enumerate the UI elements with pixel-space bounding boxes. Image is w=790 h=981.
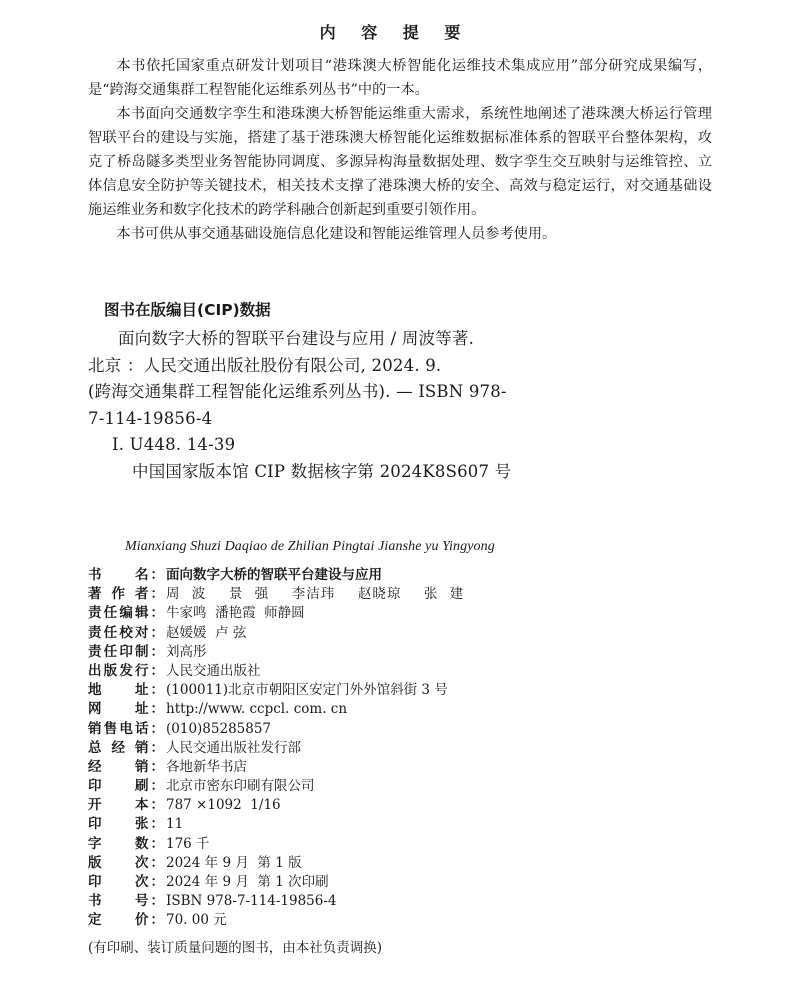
cip-line: (跨海交通集群工程智能化运维系列丛书). — ISBN 978- — [88, 382, 507, 401]
pub-info-label-char: 行 — [134, 662, 149, 679]
pub-info-row — [88, 835, 688, 854]
pub-info-label-char: 对 — [134, 624, 149, 641]
pub-info-label-char: 价 — [135, 912, 149, 929]
pub-info-row — [88, 624, 688, 643]
pub-info-colon: ： — [150, 739, 164, 756]
summary-paragraph: 本书面向交通数字孪生和港珠澳大桥智能运维重大需求，系统性地阐述了港珠澳大桥运行管理智联平台的建设与实施，搭建了基于港珠澳大桥智能化运维数据标准体系的智联平台整体架构，攻克了桥岛隧多类型业务智能协同调度、多源异构海量数据处理、数字孪生交互映射与运维管控、立体信息安全防护等关键技术，相关技术支撑了港珠澳大桥的安全、高效与稳定运行，对交通基础设施运维业务和数字化技术的跨学科融合创新起到重要引领作用。 — [88, 106, 712, 218]
pub-info-value: 北京市密东印刷有限公司 — [166, 778, 315, 795]
pub-info-label-char: 辑 — [134, 605, 149, 622]
pub-info-label-char: 版 — [88, 854, 102, 871]
pub-info-label — [88, 854, 164, 873]
pub-info-value: 牛家鸣 潘艳霞 师静圆 — [166, 605, 305, 622]
pub-info-value: 70. 00 元 — [166, 912, 227, 929]
pub-info-value: 各地新华书店 — [166, 758, 247, 775]
pub-info-label-char: 张 — [135, 816, 149, 833]
pub-info-value: 787 ×1092 1/16 — [166, 797, 281, 814]
pub-info-colon: ： — [150, 662, 164, 679]
pub-info-label-char: 字 — [88, 835, 102, 852]
pub-info-label-char: 号 — [135, 893, 149, 910]
pub-info-label-char: 次 — [135, 854, 149, 871]
pub-info-label — [88, 681, 164, 700]
pub-info-label — [88, 892, 164, 911]
pub-info-row — [88, 643, 688, 662]
cip-line: 北京 ：人民交通出版社股份有限公司, 2024. 9. — [88, 355, 442, 375]
pub-info-row — [88, 873, 688, 892]
pub-info-label-char: 经 — [111, 739, 125, 756]
pub-info-row — [88, 777, 688, 796]
pub-info-row — [88, 604, 688, 623]
pub-info-label — [88, 624, 164, 643]
pub-info-label — [88, 700, 164, 719]
pub-info-value: 面向数字大桥的智联平台建设与应用 — [166, 567, 382, 583]
cip-line: 面向数字大桥的智联平台建设与应用 / 周波等著. — [118, 329, 475, 348]
pub-info-label — [88, 873, 164, 892]
pub-info-row — [88, 796, 688, 815]
cip-block — [88, 326, 548, 485]
pub-info-value: 人民交通出版社发行部 — [166, 739, 301, 756]
pub-info-colon: ： — [150, 605, 164, 622]
pub-info-row — [88, 662, 688, 681]
pub-info-row — [88, 681, 688, 700]
footer-note: (有印刷、装订质量问题的图书，由本社负责调换) — [88, 940, 383, 956]
pub-info-label — [88, 758, 164, 777]
pub-info-value: (010)85285857 — [166, 720, 272, 737]
pub-info-row — [88, 739, 688, 758]
pub-info-row — [88, 854, 688, 873]
pub-info-value: (100011)北京市朝阳区安定门外外馆斜街 3 号 — [166, 682, 448, 699]
pub-info-colon: ： — [150, 586, 164, 603]
pub-info-label-char: 责 — [88, 643, 102, 660]
pub-info-label — [88, 815, 164, 834]
pub-info-colon: ： — [150, 701, 164, 718]
pub-info-label-char: 校 — [119, 624, 133, 641]
pub-info-row — [88, 892, 688, 911]
pub-info-label-char: 编 — [119, 605, 133, 622]
pub-info-label-char: 销 — [135, 739, 149, 756]
pub-info-label — [88, 566, 164, 585]
pub-info-label-char: 任 — [103, 624, 118, 641]
pub-info-colon: ： — [150, 720, 164, 737]
pub-info-label-char: 出 — [88, 662, 102, 679]
pub-info-colon: ： — [150, 816, 164, 833]
pub-info-label-char: 著 — [88, 586, 102, 603]
pub-info-label-char: 话 — [134, 720, 149, 737]
pub-info-value: http://www. ccpcl. com. cn — [166, 701, 348, 718]
summary-body — [88, 54, 712, 246]
pub-info-row — [88, 700, 688, 719]
pub-info-label-char: 书 — [88, 893, 102, 910]
cip-line: 中国国家版本馆 CIP 数据核字第 2024K8S607 号 — [132, 461, 512, 481]
pub-info-label-char: 印 — [119, 643, 133, 660]
pub-info-label — [88, 585, 164, 604]
pub-info-value: 2024 年 9 月 第 1 版 — [166, 854, 302, 871]
cip-line: Ⅰ. U448. 14-39 — [112, 435, 236, 454]
pub-info-label-char: 责 — [88, 624, 102, 641]
pub-info-colon: ： — [150, 682, 164, 699]
pub-info-label — [88, 739, 164, 758]
pub-info-label-char: 经 — [88, 758, 102, 775]
pub-info-label-char: 网 — [88, 701, 102, 718]
cip-title: 图书在版编目(CIP)数据 — [104, 301, 271, 319]
pub-info-value: 2024 年 9 月 第 1 次印刷 — [166, 874, 329, 890]
pub-info-label-char: 印 — [88, 816, 102, 833]
pub-info-value: ISBN 978-7-114-19856-4 — [166, 893, 337, 910]
pub-info-value: 刘高彤 — [166, 643, 207, 660]
pub-info-label — [88, 604, 164, 623]
pub-info-colon: ： — [150, 854, 164, 871]
pub-info-label — [88, 720, 164, 739]
pub-info-label-char: 刷 — [135, 778, 149, 795]
pub-info-label-char: 址 — [135, 701, 149, 718]
pub-info-label-char: 制 — [134, 643, 149, 660]
pub-info-colon: ： — [150, 643, 164, 660]
publication-info — [88, 566, 688, 931]
pub-info-row — [88, 911, 688, 930]
pub-info-label-char: 版 — [103, 662, 118, 679]
summary-title: 内 容 提 要 — [319, 23, 471, 42]
pub-info-label — [88, 796, 164, 815]
pub-info-colon: ： — [150, 567, 164, 583]
pub-info-label-char: 售 — [103, 720, 118, 737]
summary-paragraph: 本书依托国家重点研发计划项目“港珠澳大桥智能化运维技术集成应用”部分研究成果编写，是“跨海交通集群工程智能化运维系列丛书”中的一本。 — [88, 58, 712, 98]
pinyin-title: Mianxiang Shuzi Daqiao de Zhilian Pingtai Jianshe yu Yingyong — [125, 539, 495, 554]
pub-info-label — [88, 662, 164, 681]
pub-info-colon: ： — [150, 912, 164, 929]
summary-paragraph: 本书可供从事交通基础设施信息化建设和智能运维管理人员参考使用。 — [116, 226, 557, 242]
pub-info-label-char: 销 — [88, 720, 102, 737]
pub-info-label-char: 任 — [103, 605, 118, 622]
pub-info-row — [88, 566, 688, 585]
pub-info-colon: ： — [150, 624, 164, 641]
pub-info-label-char: 总 — [88, 739, 102, 756]
pub-info-label-char: 本 — [135, 797, 149, 814]
pub-info-row — [88, 585, 688, 604]
pub-info-row — [88, 815, 688, 834]
cip-line: 7-114-19856-4 — [88, 408, 213, 428]
pub-info-label-char: 址 — [135, 682, 149, 699]
pub-info-label-char: 销 — [135, 758, 149, 775]
pub-info-row — [88, 720, 688, 739]
pub-info-label — [88, 835, 164, 854]
pub-info-value: 11 — [166, 816, 184, 833]
pub-info-label-char: 任 — [103, 643, 118, 660]
pub-info-label — [88, 643, 164, 662]
pub-info-label-char: 者 — [135, 586, 149, 603]
pub-info-label-char: 地 — [88, 682, 102, 699]
pub-info-value: 赵媛媛 卢 弦 — [166, 624, 247, 641]
pub-info-row — [88, 758, 688, 777]
pub-info-colon: ： — [150, 778, 164, 795]
pub-info-label-char: 次 — [135, 874, 149, 890]
pub-info-label-char: 发 — [119, 662, 133, 679]
pub-info-label-char: 定 — [88, 912, 102, 929]
pub-info-value: 人民交通出版社 — [166, 662, 261, 679]
pub-info-colon: ： — [150, 874, 164, 890]
pub-info-label-char: 书 — [88, 567, 102, 583]
pub-info-label-char: 数 — [135, 835, 149, 852]
pub-info-value: 176 千 — [166, 835, 210, 852]
pub-info-label-char: 印 — [88, 778, 102, 795]
pub-info-colon: ： — [150, 758, 164, 775]
pub-info-label-char: 名 — [135, 567, 149, 583]
pub-info-label-char: 责 — [88, 605, 102, 622]
pub-info-label — [88, 777, 164, 796]
pub-info-label-char: 印 — [88, 874, 102, 890]
pub-info-label-char: 作 — [111, 586, 125, 603]
pub-info-label — [88, 911, 164, 930]
pub-info-label-char: 开 — [88, 797, 102, 814]
pub-info-label-char: 电 — [119, 720, 133, 737]
pub-info-colon: ： — [150, 835, 164, 852]
pub-info-colon: ： — [150, 797, 164, 814]
pub-info-colon: ： — [150, 893, 164, 910]
pub-info-value: 周 波 景 强 李洁玮 赵晓琼 张 建 — [166, 586, 465, 603]
